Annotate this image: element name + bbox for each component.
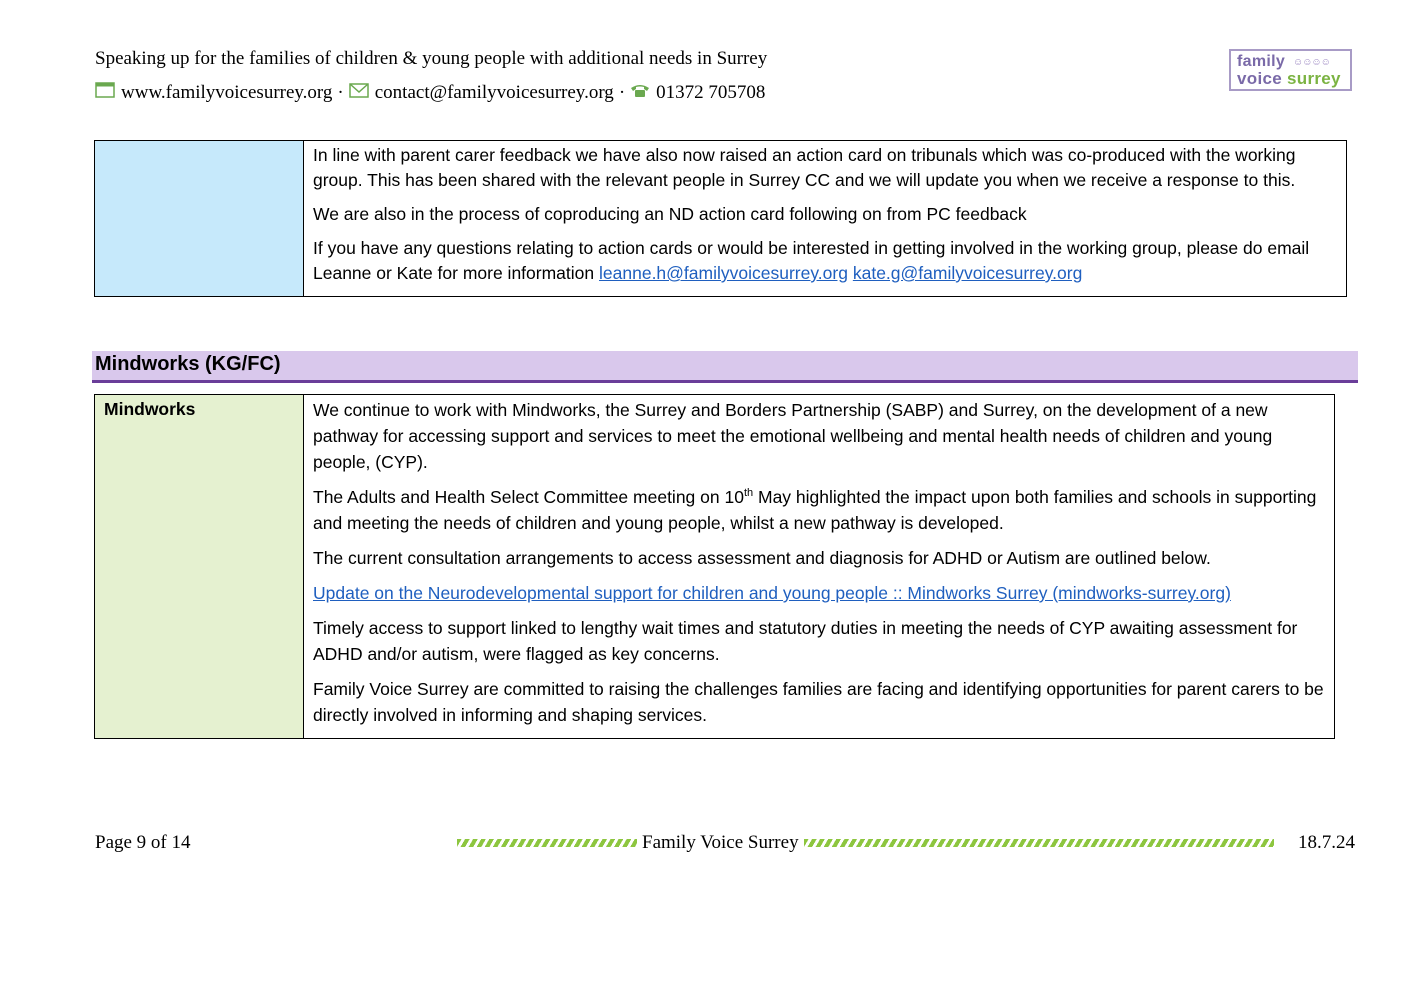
section-heading-title: Mindworks (KG/FC) [95,353,281,375]
action-cards-label-cell [95,141,304,297]
page-footer [95,832,1355,856]
email-link-kate[interactable]: kate.g@familyvoicesurrey.org [852,263,1083,283]
logo-voice-text: voice [1237,69,1282,88]
footer-org-name: Family Voice Surrey [642,832,799,853]
footer-center [457,832,1274,854]
mindworks-committee-text-b: May highlighted the impact upon both families and schools in supporting and meeting the needs of children and young people, whilst a new pathway is developed. [313,487,1317,533]
action-cards-content-cell [304,141,1347,297]
logo-faces-icon: ☺☺☺☺ [1293,57,1330,68]
mindworks-paragraph: Family Voice Surrey are committed to raising the challenges families are facing and identifying opportunities for parent carers to be directly involved in informing and shaping services. [313,679,1324,725]
header-tagline: Speaking up for the families of children & young people with additional needs in Surrey [95,48,768,69]
phone-number: 01372 705708 [656,82,766,103]
mindworks-label: Mindworks [104,399,196,419]
mindworks-update-link[interactable]: Update on the Neurodevelopmental support for children and young people :: Mindworks Surrey (mindworks-surrey.org) [313,583,1231,603]
mindworks-paragraph: The current consultation arrangements to access assessment and diagnosis for ADHD or Autism are outlined below. [313,548,1211,568]
email-link[interactable]: contact@familyvoicesurrey.org [374,82,614,103]
browser-window-icon [95,82,115,104]
mindworks-label-cell [95,395,304,739]
family-voice-surrey-logo [1229,49,1352,91]
action-cards-paragraph: We are also in the process of coproducing an ND action card following on from PC feedback [313,204,1027,224]
action-cards-paragraph: In line with parent carer feedback we have also now raised an action card on tribunals which was co-produced with the working group. This has been shared with the relevant people in Surrey CC and we will update you when we receive a response to this. [313,145,1296,190]
footer-page-number: Page 9 of 14 [95,832,191,853]
mindworks-paragraph: Timely access to support linked to lengthy wait times and statutory duties in meeting the needs of CYP awaiting assessment for ADHD and/or autism, were flagged as key concerns. [313,618,1298,664]
mindworks-content-cell [304,395,1335,739]
mindworks-committee-text-a: The Adults and Health Select Committee meeting on 10 [313,487,744,507]
telephone-icon [630,82,650,104]
action-cards-contact-text: If you have any questions relating to action cards or would be interested in getting involved in the working group, please do email Leanne or Kate for more information [313,238,1310,283]
envelope-icon [349,82,369,104]
logo-family-text: family [1237,53,1286,70]
email-link-leanne[interactable]: leanne.h@familyvoicesurrey.org [599,263,848,283]
separator-dot: · [337,82,344,103]
separator-dot: · [618,82,626,103]
logo-voice-surrey-text [1237,69,1341,89]
header-contact-line [95,82,765,104]
mindworks-committee-paragraph [313,484,1325,536]
action-cards-contact-paragraph [313,236,1337,286]
footer-date: 18.7.24 [1298,832,1355,853]
footer-stripe-right [804,839,1274,847]
superscript-th: th [743,487,754,500]
mindworks-paragraph: We continue to work with Mindworks, the Surrey and Borders Partnership (SABP) and Surrey, on the development of a new pathway for accessing support and services to meet the emotional wellbeing and mental health needs of children and young people, (CYP). [313,400,1273,472]
section-heading-bar [92,351,1358,383]
action-cards-table [94,140,1347,297]
logo-surrey-text: surrey [1287,69,1341,88]
mindworks-table [94,394,1335,739]
mindworks-link-paragraph [313,580,1325,606]
website-link[interactable]: www.familyvoicesurrey.org [121,82,333,103]
footer-stripe-left [457,839,637,847]
